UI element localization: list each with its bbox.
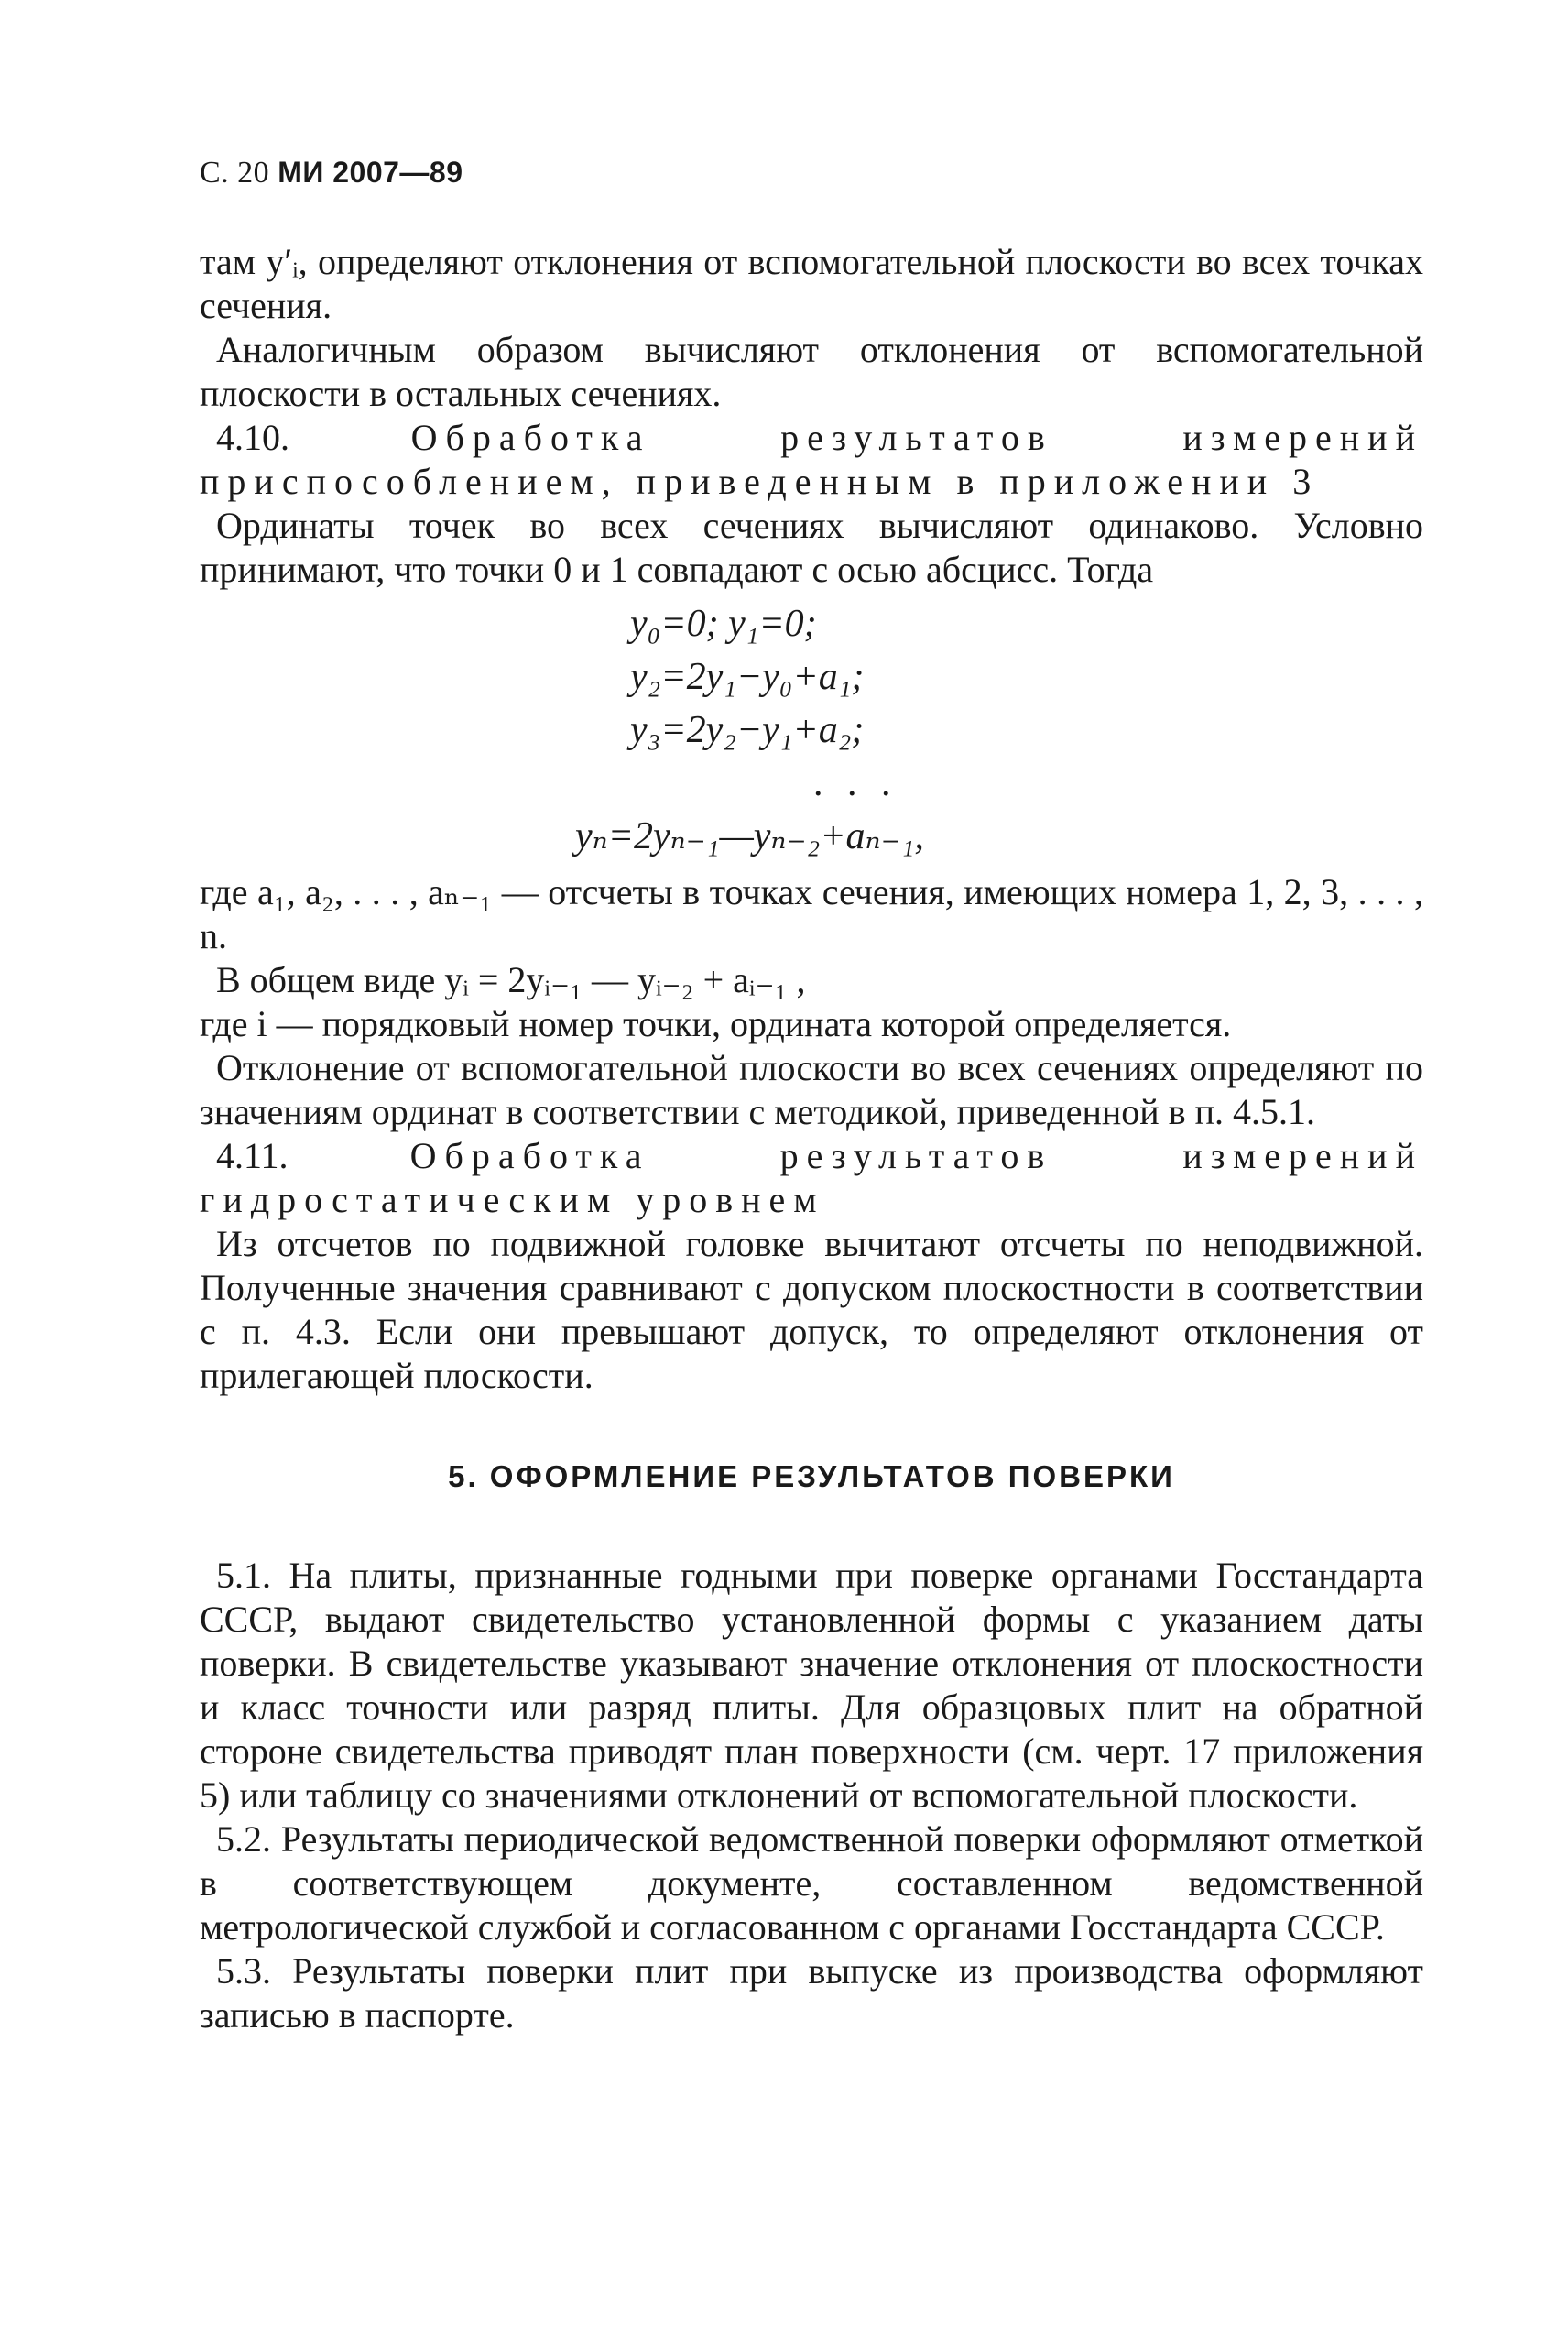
subsection-heading [200,1134,1423,1222]
paragraph: 5.2. Результаты периодической ведомственной поверки оформляют отметкой в соответствующем документе, составленном ведомственной метрологической службой и согласованном с органами Госстандарта СССР. [200,1818,1423,1948]
paragraph: 5.1. На плиты, признанные годными при поверке органами Госстандарта СССР, выдают свидетельство установленной формы с указанием даты поверки. В свидетельстве указывают значение отклонения от плоскостности и класс точности или разряд плиты. Для образцовых плит на обратной стороне свидетельства приводят план поверхности (см. черт. 17 приложения 5) или таблицу со значениями отклонений от вспомогательной плоскости. [200,1555,1423,1816]
paragraph: 5.3. Результаты поверки плит при выпуске из производства оформляют записью в паспорте. [200,1950,1423,2036]
formula-block [200,597,1423,863]
subsection-title: Обработка результатов измерений гидростатическим уровнем [200,1135,1423,1220]
paragraph: В общем виде yᵢ = 2yᵢ₋₁ — yᵢ₋₂ + aᵢ₋₁ , [216,959,806,1000]
page-header [200,156,463,191]
paragraph: где i — порядковый номер точки, ордината которой определяется. [200,1003,1232,1044]
formula: y₀=0; y₁=0; [630,603,817,645]
paragraph: Ординаты точек во всех сечениях вычисляют одинаково. Условно принимают, что точки 0 и 1 совпадают с осью абсцисс. Тогда [200,505,1423,590]
subsection-title: Обработка результатов измерений приспособлением, приведенным в приложении 3 [200,417,1423,502]
paragraph: Из отсчетов по подвижной головке вычитают отсчеты по неподвижной. Полученные значения сравнивают с допуском плоскостности в соответствии с п. 4.3. Если они превышают допуск, то определяют отклонения от прилегающей плоскости. [200,1223,1423,1396]
section-title: 5. ОФОРМЛЕНИЕ РЕЗУЛЬТАТОВ ПОВЕРКИ [448,1459,1175,1493]
paragraph: где a₁, a₂, . . . , aₙ₋₁ — отсчеты в точках сечения, имеющих номера 1, 2, 3, . . . , n. [200,871,1423,956]
formula: y₂=2y₁−y₀+a₁; [630,656,865,698]
subsection-number: 4.11. [216,1135,289,1176]
subsection-heading [200,416,1423,504]
formula-ellipsis: . . . [813,762,898,804]
formula: y₃=2y₂−y₁+a₂; [630,709,865,751]
paragraph: Аналогичным образом вычисляют отклонения от вспомогательной плоскости в остальных сечениях. [200,329,1423,414]
paragraph: Отклонение от вспомогательной плоскости во всех сечениях определяют по значениям ординат в соответствии с методикой, приведенной в п. 4.5.1. [200,1047,1423,1132]
document-code: МИ 2007—89 [278,156,463,189]
document-body [200,240,1423,2037]
page-number: С. 20 [200,156,270,190]
formula: yₙ=2yₙ₋₁—yₙ₋₂+aₙ₋₁, [575,815,924,857]
paragraph: там y′ᵢ, определяют отклонения от вспомогательной плоскости во всех точках сечения. [200,241,1423,326]
subsection-number: 4.10. [216,417,289,458]
